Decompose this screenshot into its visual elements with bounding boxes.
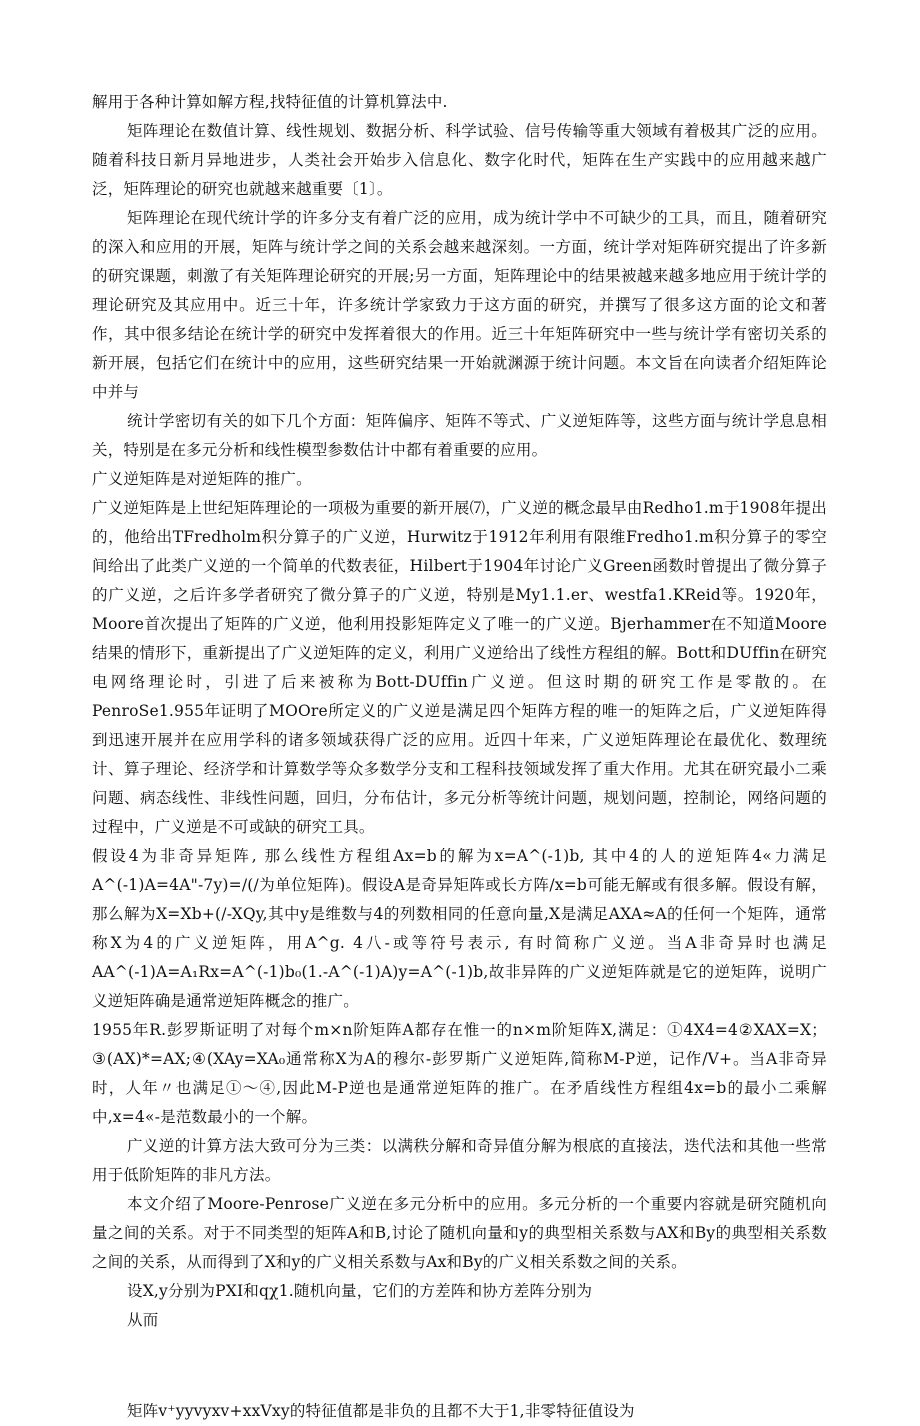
paragraph-2: 矩阵理论在数值计算、线性规划、数据分析、科学试验、信号传输等重大领域有着极其广泛的应用。随着科技日新月异地进步，人类社会开始步入信息化、数字化时代，矩阵在生产实践中的应用越来越广泛，矩阵理论的研究也就越来越重要〔1〕。 — [92, 122, 827, 198]
equation-gap — [92, 1335, 827, 1397]
paragraph-1: 解用于各种计算如解方程,找特征值的计算机算法中. — [92, 93, 448, 111]
paragraph-13: 矩阵v⁺yyvyxv+xxVxy的特征值都是非负的且都不大于1,非零特征值设为 — [127, 1402, 635, 1420]
paragraph-3: 矩阵理论在现代统计学的许多分支有着广泛的应用，成为统计学中不可缺少的工具，而且，随着研究的深入和应用的开展，矩阵与统计学之间的关系会越来越深刻。一方面，统计学对矩阵研究提出了许多新的研究课题，刺激了有关矩阵理论研究的开展;另一方面，矩阵理论中的结果被越来越多地应用于统计学的理论研究及其应用中。近三十年，许多统计学家致力于这方面的研究，并撰写了很多这方面的论文和著作，其中很多结论在统计学的研究中发挥着很大的作用。近三十年矩阵研究中一些与统计学有密切关系的新开展，包括它们在统计中的应用，这些研究结果一开始就渊源于统计问题。本文旨在向读者介绍矩阵论中并与 — [92, 209, 827, 401]
paragraph-6: 广义逆矩阵是上世纪矩阵理论的一项极为重要的新开展⑺，广义逆的概念最早由Redho1.m于1908年提出的，他给出TFredholm积分算子的广义逆，Hurwitz于1912年利用有限维Fredho1.m积分算子的零空间给出了此类广义逆的一个简单的代数表征，Hilbert于1904年讨论广义Green函数时曾提出了微分算子的广义逆，之后许多学者研究了微分算子的广义逆，特别是My1.1.er、westfa1.KReid等。1920年，Moore首次提出了矩阵的广义逆，他利用投影矩阵定义了唯一的广义逆。Bjerhammer在不知道Moore结果的情形下，重新提出了广义逆矩阵的定义，利用广义逆给出了线性方程组的解。Bott和DUffin在研究电网络理论时，引进了后来被称为Bott-DUffin广义逆。但这时期的研究工作是零散的。在PenroSe1.955年证明了MOOre所定义的广义逆是满足四个矩阵方程的唯一的矩阵之后，广义逆矩阵得到迅速开展并在应用学科的诸多领域获得广泛的应用。近四十年来，广义逆矩阵理论在最优化、数理统计、算子理论、经济学和计算数学等众多数学分支和工程科技领域发挥了重大作用。尤其在研究最小二乘问题、病态线性、非线性问题，回归，分布估计，多元分析等统计问题，规划问题，控制论，网络问题的过程中，广义逆是不可或缺的研究工具。 — [92, 499, 827, 836]
paragraph-11: 设X,y分别为PXI和qχ1.随机向量，它们的方差阵和协方差阵分别为 — [127, 1282, 593, 1300]
paragraph-12: 从而 — [127, 1311, 159, 1329]
paragraph-9: 广义逆的计算方法大致可分为三类：以满秩分解和奇异值分解为根底的直接法，迭代法和其他一些常用于低阶矩阵的非凡方法。 — [92, 1137, 827, 1184]
paragraph-10: 本文介绍了Moore-Penrose广义逆在多元分析中的应用。多元分析的一个重要内容就是研究随机向量之间的关系。对于不同类型的矩阵A和B,讨论了随机向量和y的典型相关系数与AX和By的典型相关系数之间的关系，从而得到了X和y的广义相关系数与Ax和By的广义相关系数之间的关系。 — [92, 1195, 827, 1271]
paragraph-8: 1955年R.彭罗斯证明了对每个m×n阶矩阵A都存在惟一的n×m阶矩阵X,满足：①4X4=4②XAX=X；③(AX)*=AX;④(XAy=XA₀通常称X为A的穆尔-彭罗斯广义逆矩阵,简称M-P逆，记作/V+。当A非奇异时，人年〃也满足①～④,因此M-P逆也是通常逆矩阵的推广。在矛盾线性方程组4x=b的最小二乘解中,x=4«-是范数最小的一个解。 — [92, 1021, 827, 1126]
paragraph-5: 广义逆矩阵是对逆矩阵的推广。 — [92, 470, 312, 488]
document-body — [92, 88, 827, 1426]
paragraph-7: 假设4为非奇异矩阵, 那么线性方程组Ax=b的解为x=A^(-1)b, 其中4的人的逆矩阵4«力满足A^(-1)A=4A"-7y)=/(/为单位矩阵)。假设A是奇异矩阵或长方阵/x=b可能无解或有很多解。假设有解，那么解为X=Xb+(/-XQy,其中y是维数与4的列数相同的任意向量,X是满足AXA≈A的任何一个矩阵，通常称X为4的广义逆矩阵，用A^g. 4八-或等符号表示, 有时简称广义逆。当A非奇异时也满足AA^(-1)A=A₁Rx=A^(-1)b₀(1.-A^(-1)A)y=A^(-1)b,故非异阵的广义逆矩阵就是它的逆矩阵，说明广义逆矩阵确是通常逆矩阵概念的推广。 — [92, 847, 827, 1010]
paragraph-4: 统计学密切有关的如下几个方面：矩阵偏序、矩阵不等式、广义逆矩阵等，这些方面与统计学息息相关，特别是在多元分析和线性模型参数估计中都有着重要的应用。 — [92, 412, 827, 459]
